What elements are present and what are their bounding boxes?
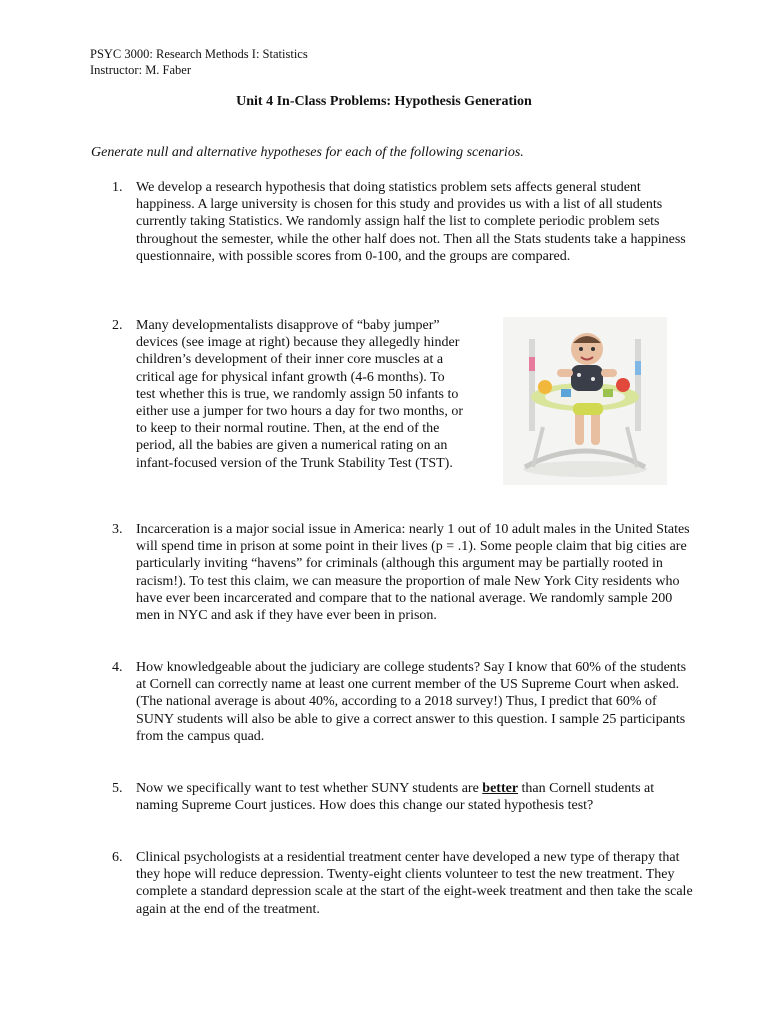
problem-text: How knowledgeable about the judiciary are college students? Say I know that 60% of the students at Cornell can correctly name at least one current member of the US Supreme Court when asked. (The national average is about 40%, according to a 2018 survey!) Thus, I predict that 60% of SUNY students will also be able to give a correct answer to this question. I sample 25 participants from the campus quad. xyxy=(136,660,687,744)
baby-jumper-image xyxy=(503,317,667,485)
course-header: PSYC 3000: Research Methods I: Statistics xyxy=(90,47,308,61)
page-title: Unit 4 In-Class Problems: Hypothesis Generation xyxy=(236,94,532,109)
instructions: Generate null and alternative hypotheses for each of the following scenarios. xyxy=(91,145,524,160)
problem-text: Incarceration is a major social issue in America: nearly 1 out of 10 adult males in the United States will spend time in prison at some point in their lives (p = .1). Some people claim that big cities are particularly inviting “havens” for criminals (although this argument may be partially rooted in racism!). To test this claim, we can measure the proportion of male New York City residents who have ever been incarcerated and compare that to the national average. We randomly sample 200 men in NYC and ask if they have ever been in prison. xyxy=(136,522,690,624)
instructor-header: Instructor: M. Faber xyxy=(90,63,192,77)
baby-jumper-illustration xyxy=(503,317,667,485)
problem-number: 4. xyxy=(112,660,123,675)
problem-text: We develop a research hypothesis that doing statistics problem sets affects general student happiness. A large university is chosen for this study and provides us with a list of all students currently taking Statistics. We randomly assign half the list to complete periodic problem sets throughout the semester, while the other half does not. Then all the Stats students take a happiness questionnaire, with possible scores from 0-100, and the groups are compared. xyxy=(136,180,686,264)
emphasis-better: better xyxy=(482,781,519,796)
problem-number: 3. xyxy=(112,522,123,537)
problem-text xyxy=(136,780,696,814)
problem-text-before: Now we specifically want to test whether SUNY students are xyxy=(136,781,483,796)
problem-number: 2. xyxy=(112,318,123,333)
problem-number: 1. xyxy=(112,180,123,195)
problem-number: 6. xyxy=(112,850,123,865)
problem-text: Many developmentalists disapprove of “baby jumper” devices (see image at right) because they allegedly hinder children’s development of their inner core muscles at a critical age for physical infant growth (4-6 months). To test whether this is true, we randomly assign 50 infants to either use a jumper for two hours a day for two months, or to keep to their normal routine. Then, at the end of the period, all the babies are given a numerical rating on an infant-focused version of the Trunk Stability Test (TST). xyxy=(136,318,463,471)
problem-text-after: than Cornell students at naming Supreme Court justices. How does this change our stated hypothesis test? xyxy=(136,781,655,814)
problem-text: Clinical psychologists at a residential treatment center have developed a new type of therapy that they hope will reduce depression. Twenty-eight clients volunteer to test the new treatment. They complete a standard depression scale at the start of the eight-week treatment and then take the scale again at the end of the treatment. xyxy=(136,850,693,917)
problem-number: 5. xyxy=(112,781,123,796)
